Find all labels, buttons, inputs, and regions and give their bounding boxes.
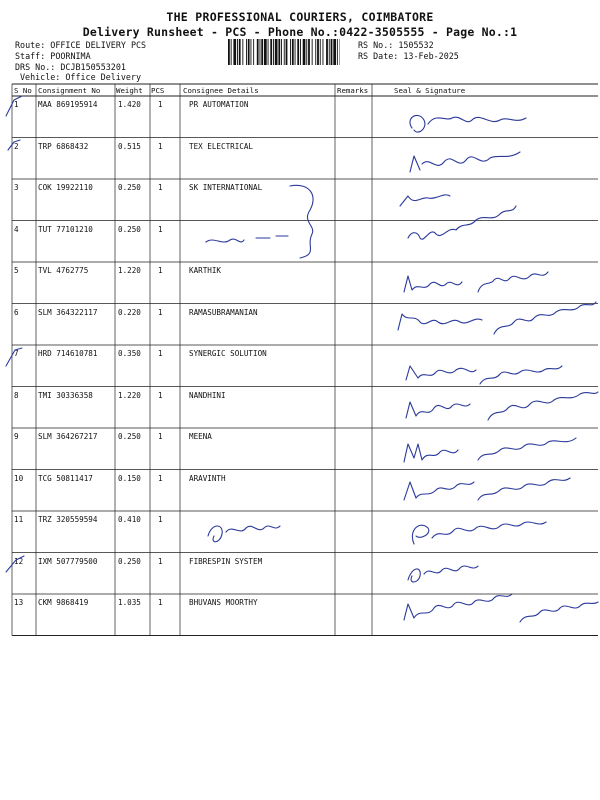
row-sno: 2: [14, 141, 19, 151]
signature-row-3: [400, 195, 450, 206]
weight-value: 1.220: [118, 266, 141, 275]
row-sno: 4: [14, 224, 19, 234]
tick-mark: [6, 96, 22, 116]
consignee-name: ARAVINTH: [189, 473, 226, 483]
phone-scribble-row-5: [478, 272, 548, 292]
col-consignee-header: Consignee Details: [183, 86, 259, 95]
row-sno: 12: [14, 556, 24, 566]
col-signature-header: Seal & Signature: [394, 86, 466, 95]
phone-scribble-row-10: [478, 478, 570, 500]
signature-row-7: [406, 366, 476, 380]
consignment-number: MAA 869195914: [38, 100, 98, 109]
weight-value: 0.350: [118, 349, 141, 358]
consignment-number: SLM 364267217: [38, 432, 98, 441]
pcs-value: 1: [158, 515, 163, 524]
phone-scribble-row-13: [520, 602, 598, 622]
company-name: THE PROFESSIONAL COURIERS, COIMBATORE: [166, 10, 434, 24]
phone-scribble-row-9: [478, 438, 576, 460]
signature-row-1: [410, 115, 526, 132]
tick-mark: [8, 140, 20, 150]
consignment-number: TRZ 320559594: [38, 515, 98, 524]
consignment-number: TUT 77101210: [38, 224, 93, 234]
pcs-value: 1: [158, 349, 163, 358]
tick-mark: [6, 348, 22, 366]
tick-mark: [6, 556, 24, 572]
vehicle-label: Vehicle: Office Delivery: [20, 72, 142, 82]
signature-row-11: [412, 522, 546, 544]
rs-date: RS Date: 13-Feb-2025: [358, 51, 459, 61]
rs-number: RS No.: 1505532: [358, 40, 434, 50]
ditto-mark-row-4: [206, 236, 288, 242]
phone-scribble-row-8: [488, 392, 598, 420]
row-sno: 13: [14, 598, 24, 607]
col-sno-header: S No: [14, 86, 32, 95]
consignee-name: MEENA: [189, 432, 212, 441]
drs-number: DRS No.: DCJB150553201: [15, 62, 126, 72]
consignment-number: TMI 30336358: [38, 390, 93, 400]
signature-row-12: [408, 566, 478, 582]
pcs-value: 1: [158, 473, 163, 483]
row-sno: 7: [14, 349, 19, 358]
consignee-name: SK INTERNATIONAL: [189, 183, 263, 192]
weight-value: 0.250: [118, 224, 141, 234]
signature-row-2: [410, 152, 520, 172]
consignment-number: CKM 9868419: [38, 598, 89, 607]
row-sno: 11: [14, 515, 24, 524]
row-sno: 3: [14, 183, 19, 192]
col-remarks-header: Remarks: [337, 86, 369, 95]
pcs-value: 1: [158, 432, 163, 441]
weight-value: 0.515: [118, 141, 141, 151]
pcs-value: 1: [158, 307, 163, 317]
consignee-name: PR AUTOMATION: [189, 100, 249, 109]
consignment-number: TVL 4762775: [38, 266, 89, 275]
pcs-value: 1: [158, 141, 163, 151]
signature-row-9: [404, 444, 458, 462]
consignee-name: BHUVANS MOORTHY: [189, 598, 258, 607]
pcs-value: 1: [158, 556, 163, 566]
route-label: Route: OFFICE DELIVERY PCS: [15, 40, 147, 50]
col-weight-header: Weight: [116, 86, 143, 95]
consignment-number: IXM 507779500: [38, 556, 98, 566]
signature-row-8: [406, 402, 470, 418]
weight-value: 0.220: [118, 307, 141, 317]
weight-value: 0.250: [118, 432, 141, 441]
weight-value: 0.150: [118, 473, 141, 483]
phone-scribble-row-6: [494, 302, 596, 334]
pcs-value: 1: [158, 390, 163, 400]
row-sno: 9: [14, 432, 19, 441]
consignee-name: RAMASUBRAMANIAN: [189, 307, 258, 317]
row-sno: 6: [14, 307, 19, 317]
weight-value: 0.250: [118, 556, 141, 566]
pcs-value: 1: [158, 100, 163, 109]
signature-row-5: [404, 276, 462, 292]
consignment-number: HRD 714610781: [38, 349, 98, 358]
pcs-value: 1: [158, 183, 163, 192]
consignment-number: TRP 6868432: [38, 141, 89, 151]
pcs-value: 1: [158, 224, 163, 234]
consignee-name: FIBRESPIN SYSTEM: [189, 556, 263, 566]
phone-scribble-row-3: [408, 206, 516, 239]
weight-value: 1.035: [118, 598, 141, 607]
row-sno: 10: [14, 473, 24, 483]
consignment-number: SLM 364322117: [38, 307, 98, 317]
weight-value: 0.250: [118, 183, 141, 192]
weight-value: 0.410: [118, 515, 141, 524]
col-pcs-header: PCS: [151, 86, 165, 95]
consignment-number: TCG 50811417: [38, 473, 93, 483]
weight-value: 1.420: [118, 100, 141, 109]
row-sno: 8: [14, 390, 19, 400]
consignee-name: KARTHIK: [189, 266, 222, 275]
signature-row-6: [398, 314, 482, 330]
ditto-bracket: [290, 185, 313, 258]
row-sno: 5: [14, 266, 19, 275]
signature-row-13: [404, 594, 512, 620]
staff-label: Staff: POORNIMA: [15, 51, 91, 61]
handwritten-name-row-11: [208, 526, 280, 542]
consignee-name: SYNERGIC SOLUTION: [189, 349, 267, 358]
consignee-name: TEX ELECTRICAL: [189, 141, 254, 151]
col-consignment-header: Consignment No: [38, 86, 101, 95]
pcs-value: 1: [158, 266, 163, 275]
pcs-value: 1: [158, 598, 163, 607]
row-sno: 1: [14, 100, 19, 109]
runsheet-title: Delivery Runsheet - PCS - Phone No.:0422-3505555 - Page No.:1: [82, 25, 518, 39]
signature-row-10: [404, 482, 474, 500]
phone-scribble-row-7: [480, 366, 562, 384]
consignee-name: NANDHINI: [189, 390, 226, 400]
consignment-number: COK 19922110: [38, 183, 93, 192]
weight-value: 1.220: [118, 390, 141, 400]
